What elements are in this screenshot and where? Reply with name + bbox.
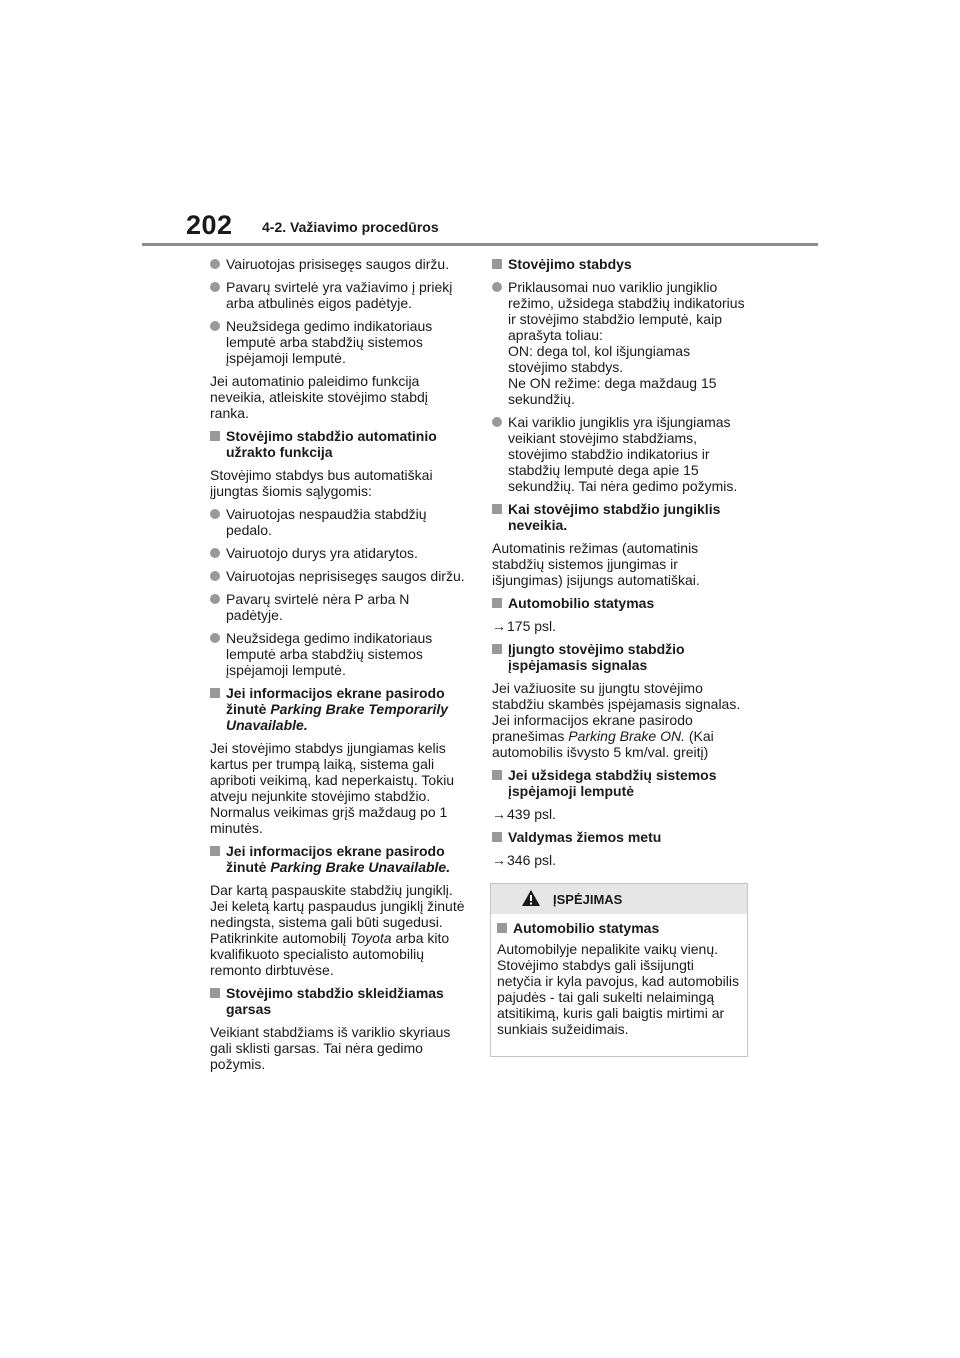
bullet-item <box>210 568 468 584</box>
square-bullet-icon <box>210 431 220 441</box>
heading-text: Jei užsidega stabdžių sistemos įspėjamoji lemputė <box>508 767 717 799</box>
heading-text: Valdymas žiemos metu <box>508 829 662 845</box>
bullet-item <box>492 279 750 407</box>
heading-text: Stovėjimo stabdys <box>508 256 632 272</box>
round-bullet-icon <box>210 282 220 292</box>
warning-body <box>491 914 747 1037</box>
section-title: 4-2. Važiavimo procedūros <box>262 219 439 235</box>
section-heading <box>210 428 468 460</box>
round-bullet-icon <box>210 571 220 581</box>
paragraph <box>210 882 468 978</box>
bullet-text: Vairuotojas neprisisegęs saugos diržu. <box>226 568 465 584</box>
page-reference-text: 175 psl. <box>507 618 557 634</box>
section-heading <box>492 829 750 845</box>
round-bullet-icon <box>492 282 502 292</box>
bullet-text: Kai variklio jungiklis yra išjungiamas veikiant stovėjimo stabdžiams, stovėjimo stabdžio indikatorius ir stabdžių lemputė dega apie 15 sekundžių. Tai nėra gedimo požymis. <box>508 414 738 494</box>
section-heading <box>492 767 750 799</box>
left-column <box>210 256 468 1079</box>
section-heading <box>492 595 750 611</box>
page-reference <box>492 806 750 822</box>
arrow-right-icon: → <box>492 618 506 634</box>
square-bullet-icon <box>492 644 502 654</box>
header-rule <box>142 243 818 246</box>
section-heading <box>210 985 468 1017</box>
paragraph-italic-text: Parking Brake ON. <box>568 728 685 744</box>
section-heading <box>492 256 750 272</box>
bullet-text: Priklausomai nuo variklio jungiklio režimo, užsidega stabdžių indikatorius ir stovėjimo stabdžio lemputė, kaip aprašyta toliau: ON: dega tol, kol išjungiamas stovėjimo stabdys. Ne ON režime: dega maždaug 15 sekundžių. <box>508 279 745 407</box>
bullet-item <box>210 279 468 311</box>
bullet-text: Vairuotojas prisisegęs saugos diržu. <box>226 256 450 272</box>
right-column <box>492 256 750 875</box>
square-bullet-icon <box>210 688 220 698</box>
paragraph <box>492 680 750 760</box>
section-heading <box>210 843 468 875</box>
round-bullet-icon <box>210 259 220 269</box>
heading-italic-text: Parking Brake Temporarily Unavailable. <box>226 701 449 733</box>
round-bullet-icon <box>492 417 502 427</box>
warning-box <box>490 883 748 1057</box>
square-bullet-icon <box>492 770 502 780</box>
bullet-text: Neužsidega gedimo indikatoriaus lemputė arba stabdžių sistemos įspėjamoji lemputė. <box>226 630 433 678</box>
bullet-item <box>492 414 750 494</box>
square-bullet-icon <box>492 598 502 608</box>
square-bullet-icon <box>492 504 502 514</box>
bullet-text: Neužsidega gedimo indikatoriaus lemputė arba stabdžių sistemos įspėjamoji lemputė. <box>226 318 433 366</box>
heading-italic-text: Parking Brake Unavailable. <box>270 859 451 875</box>
warning-text: Automobilyje nepalikite vaikų vienų. Stovėjimo stabdys gali išsijungti netyčia ir kyla pavojus, kad automobilis pajudės - tai gali sukelti nelaimingą atsitikimą, kuris gali baigtis mirtimi ar sunkiais sužeidimais. <box>497 941 740 1037</box>
bullet-text: Pavarų svirtelė yra važiavimo į priekį arba atbulinės eigos padėtyje. <box>226 279 453 311</box>
page-reference <box>492 618 750 634</box>
page-reference-text: 439 psl. <box>507 806 557 822</box>
paragraph-text: Dar kartą paspauskite stabdžių jungiklį. Jei keletą kartų paspaudus jungiklį žinutė nedingsta, sistema gali būti sugedusi. Patikrinkite automobilį <box>210 882 465 946</box>
bullet-item <box>210 630 468 678</box>
bullet-item <box>210 256 468 272</box>
heading-text: Automobilio statymas <box>508 595 655 611</box>
warning-heading-text: Automobilio statymas <box>513 920 660 936</box>
paragraph: Veikiant stabdžiams iš variklio skyriaus gali sklisti garsas. Tai nėra gedimo požymis. <box>210 1024 451 1072</box>
round-bullet-icon <box>210 594 220 604</box>
bullet-item <box>210 591 468 623</box>
paragraph-text-after: (Kai automobilis išvysto 5 km/val. greitį) <box>492 728 714 760</box>
round-bullet-icon <box>210 548 220 558</box>
heading-text: Jei informacijos ekrane pasirodo žinutė <box>226 843 445 875</box>
paragraph-italic-text: Toyota <box>350 930 392 946</box>
bullet-item <box>210 318 468 366</box>
square-bullet-icon <box>497 923 507 933</box>
paragraph-text: Jei važiuosite su įjungtu stovėjimo stabdžiu skambės įspėjamasis signalas. Jei informacijos ekrane pasirodo pranešimas <box>492 680 741 744</box>
square-bullet-icon <box>210 988 220 998</box>
paragraph: Jei stovėjimo stabdys įjungiamas kelis kartus per trumpą laiką, sistema gali apriboti veikimą, kad neperkaistų. Tokiu atveju nejunkite stovėjimo stabdžio. Normalus veikimas grįš maždaug po 1 minutės. <box>210 740 455 836</box>
page-reference-text: 346 psl. <box>507 852 557 868</box>
section-heading <box>210 685 468 733</box>
warning-title: ĮSPĖJIMAS <box>553 892 623 907</box>
heading-text: Jei informacijos ekrane pasirodo žinutė <box>226 685 445 717</box>
arrow-right-icon: → <box>492 806 506 822</box>
heading-text: Kai stovėjimo stabdžio jungiklis neveikia. <box>508 501 721 533</box>
section-heading <box>492 641 750 673</box>
page-number: 202 <box>186 210 233 240</box>
arrow-right-icon: → <box>492 852 506 868</box>
bullet-item <box>210 506 468 538</box>
round-bullet-icon <box>210 509 220 519</box>
warning-header <box>491 884 747 914</box>
heading-text: Stovėjimo stabdžio skleidžiamas garsas <box>226 985 444 1017</box>
paragraph-text-after: arba kito kvalifikuoto specialisto automobilių remonto dirbtuvėse. <box>210 930 450 978</box>
square-bullet-icon <box>210 846 220 856</box>
bullet-text: Pavarų svirtelė nėra P arba N padėtyje. <box>226 591 410 623</box>
bullet-item <box>210 545 468 561</box>
heading-text: Įjungto stovėjimo stabdžio įspėjamasis signalas <box>508 641 685 673</box>
square-bullet-icon <box>492 259 502 269</box>
paragraph: Stovėjimo stabdys bus automatiškai įjungtas šiomis sąlygomis: <box>210 467 433 499</box>
round-bullet-icon <box>210 633 220 643</box>
section-heading <box>492 501 750 533</box>
warning-triangle-icon <box>521 889 541 907</box>
round-bullet-icon <box>210 321 220 331</box>
bullet-text: Vairuotojas nespaudžia stabdžių pedalo. <box>226 506 427 538</box>
bullet-text: Vairuotojo durys yra atidarytos. <box>226 545 418 561</box>
paragraph: Jei automatinio paleidimo funkcija neveikia, atleiskite stovėjimo stabdį ranka. <box>210 373 428 421</box>
square-bullet-icon <box>492 832 502 842</box>
page-reference <box>492 852 750 868</box>
warning-heading <box>497 920 741 936</box>
paragraph: Automatinis režimas (automatinis stabdžių sistemos įjungimas ir išjungimas) įsijungs automatiškai. <box>492 540 700 588</box>
heading-text: Stovėjimo stabdžio automatinio užrakto funkcija <box>226 428 437 460</box>
